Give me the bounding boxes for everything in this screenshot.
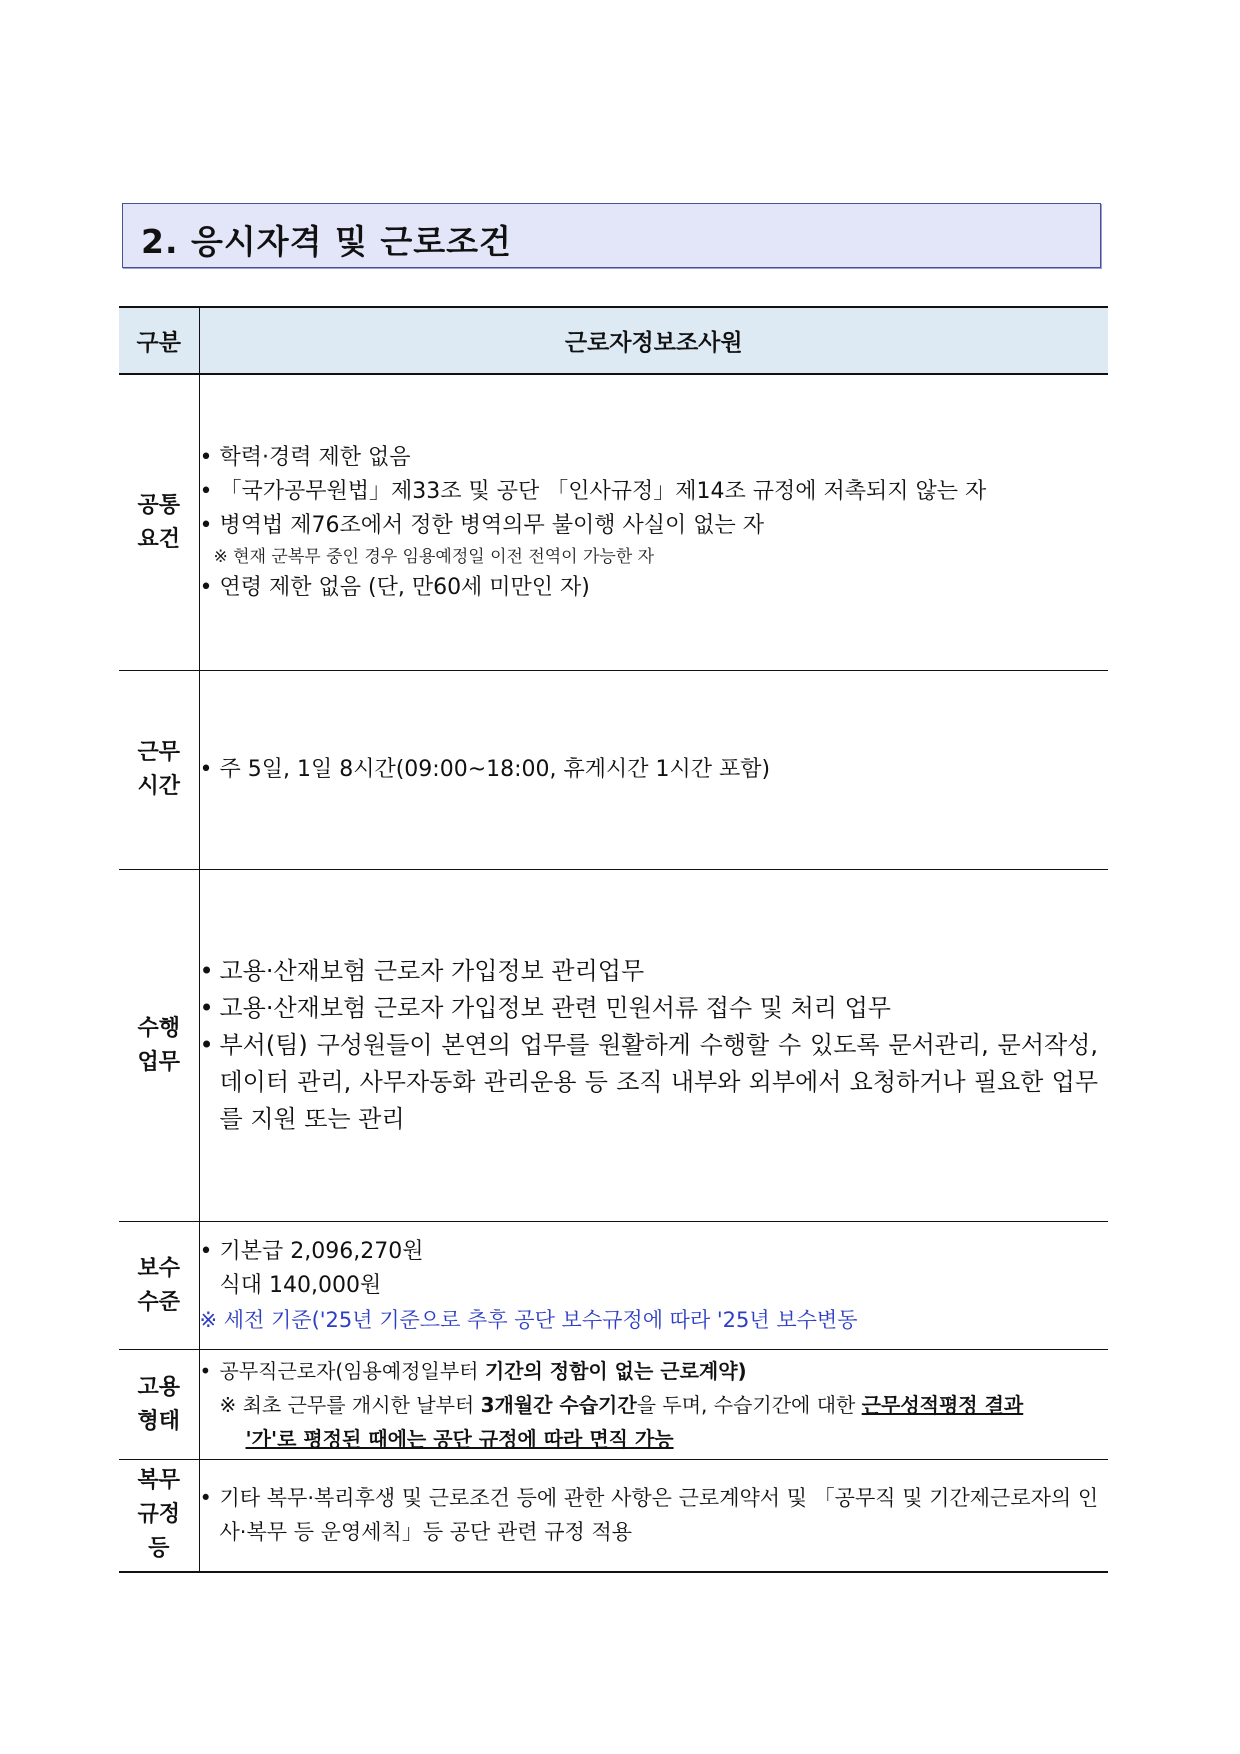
table-header-row [119, 307, 1108, 374]
row-content-hours [199, 671, 1108, 870]
row-content-pay [199, 1222, 1108, 1350]
list-item: • 고용·산재보험 근로자 가입정보 관리업무 [200, 953, 1109, 990]
row-content-employment [199, 1350, 1108, 1460]
table-row-service [119, 1460, 1108, 1572]
pay-note: ※ 세전 기준('25년 기준으로 추후 공단 보수규정에 따라 '25년 보수변동 [199, 1307, 858, 1332]
row-label-common: 공통 요건 [119, 375, 199, 671]
section-header-box [122, 203, 1101, 268]
list-item: • 학력·경력 제한 없음 [200, 441, 1109, 475]
list-item: • 기본급 2,096,270원 [200, 1235, 1109, 1269]
note-text: ※ 현재 군복무 중인 경우 임용예정일 이전 전역이 가능한 자 [213, 546, 655, 567]
section-title: 2. 응시자격 및 근로조건 [141, 222, 512, 261]
requirements-table [119, 306, 1108, 1573]
list-item: • 공무직근로자(임용예정일부터 기간의 정함이 없는 근로계약) [200, 1354, 1109, 1388]
list-item: • 부서(팀) 구성원들이 본연의 업무를 원활하게 수행할 수 있도록 문서관리, 문서작성, 데이터 관리, 사무자동화 관리운용 등 조직 내부와 외부에서 요청하거나 필요한 업무를 지원 또는 관리 [200, 1027, 1109, 1138]
row-label-service: 복무 규정 등 [119, 1460, 199, 1572]
list-item: • 고용·산재보험 근로자 가입정보 관련 민원서류 접수 및 처리 업무 [200, 990, 1109, 1027]
row-label-pay: 보수 수준 [119, 1222, 199, 1350]
header-label: 구분 [119, 307, 199, 374]
row-label-hours: 근무 시간 [119, 671, 199, 870]
row-content-common [199, 375, 1108, 671]
table-row-duties [119, 870, 1108, 1222]
row-content-service [199, 1460, 1108, 1572]
list-item: • 기타 복무·복리후생 및 근로조건 등에 관한 사항은 근로계약서 및 「공무직 및 기간제근로자의 인사·복무 등 운영세칙」등 공단 관련 규정 적용 [200, 1481, 1109, 1549]
list-item: • 병역법 제76조에서 정한 병역의무 불이행 사실이 없는 자 [200, 509, 1109, 543]
header-column: 근로자정보조사원 [199, 307, 1108, 374]
row-label-duties: 수행 업무 [119, 870, 199, 1222]
meal-pay-text: 식대 140,000원 [219, 1272, 382, 1298]
table-row-common [119, 375, 1108, 671]
row-label-employment: 고용 형태 [119, 1350, 199, 1460]
list-item: • 연령 제한 없음 (단, 만60세 미만인 자) [200, 571, 1109, 605]
list-item: • 주 5일, 1일 8시간(09:00~18:00, 휴게시간 1시간 포함) [200, 753, 1109, 787]
table-row-hours [119, 671, 1108, 870]
probation-note: ※ 최초 근무를 개시한 날부터 3개월간 수습기간을 두며, 수습기간에 대한 근무성적평정 결과 '가'로 평정된 때에는 공단 규정에 따라 면직 가능 [219, 1392, 1024, 1451]
row-content-duties [199, 870, 1108, 1222]
table-row-employment [119, 1350, 1108, 1460]
list-item: • 「국가공무원법」제33조 및 공단 「인사규정」제14조 규정에 저촉되지 않는 자 [200, 475, 1109, 509]
table-row-pay [119, 1222, 1108, 1350]
